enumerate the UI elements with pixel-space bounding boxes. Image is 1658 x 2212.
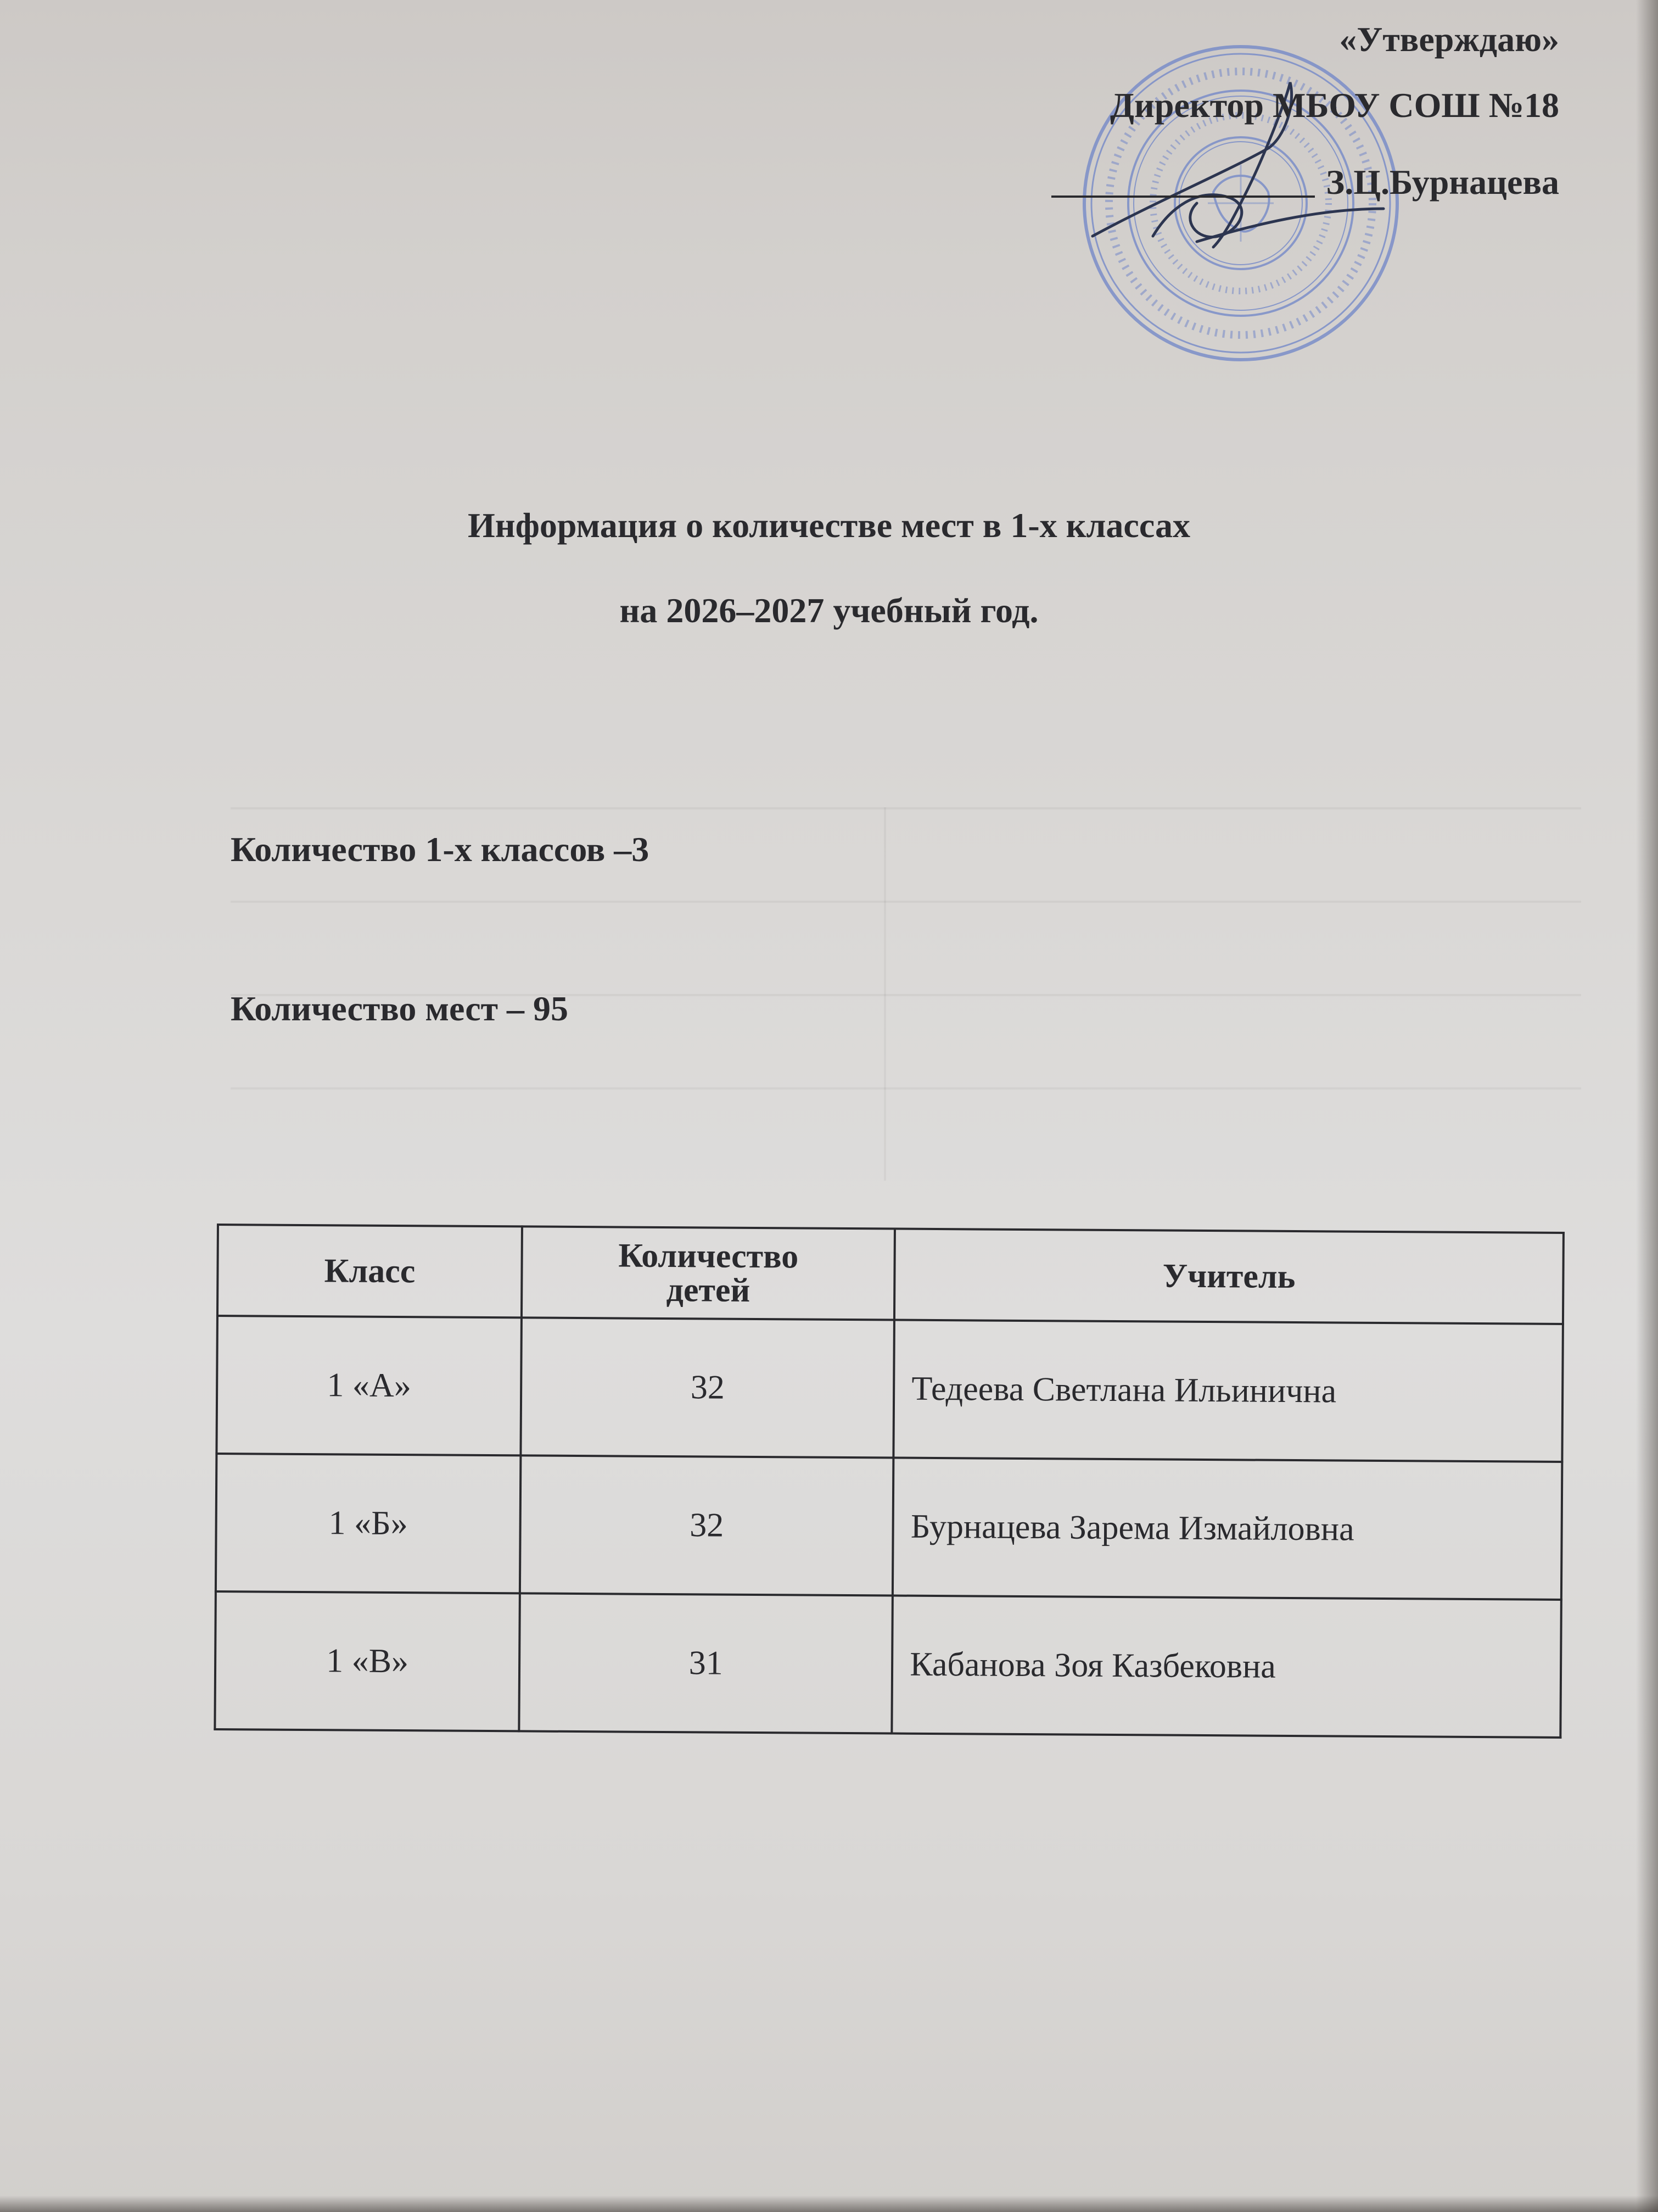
approval-signatory	[845, 165, 1559, 242]
show-through-line	[231, 901, 1581, 903]
document-title-line2: на 2026–2027 учебный год.	[619, 591, 1039, 630]
classes-count: Количество 1-х классов –3	[231, 830, 649, 869]
approval-block	[845, 22, 1559, 242]
show-through-line	[231, 807, 1581, 809]
cell-class: 1 «В»	[215, 1591, 519, 1731]
cell-children: 32	[520, 1455, 894, 1595]
page-edge-shadow	[1636, 0, 1658, 2212]
approval-heading-text: «Утверждаю»	[1339, 20, 1559, 59]
approval-signatory-name: З.Ц.Бурнацева	[1326, 163, 1559, 202]
approval-position	[845, 88, 1559, 165]
table-row	[215, 1591, 1561, 1738]
approval-heading	[845, 22, 1559, 88]
cell-teacher: Бурнацева Зарема Измайловна	[893, 1458, 1562, 1600]
show-through-line	[231, 1087, 1581, 1090]
seats-count: Количество мест – 95	[231, 989, 569, 1028]
cell-class: 1 «Б»	[216, 1454, 520, 1593]
table-row	[216, 1454, 1562, 1600]
header-teacher: Учитель	[894, 1229, 1564, 1324]
cell-teacher: Тедеева Светлана Ильинична	[894, 1320, 1563, 1462]
approval-position-text: Директор МБОУ СОШ №18	[1110, 86, 1559, 125]
cell-children: 31	[519, 1593, 893, 1733]
document-title-line1: Информация о количестве мест в 1-х классах	[467, 506, 1191, 545]
classes-table	[214, 1224, 1565, 1739]
table-header-row	[217, 1225, 1564, 1324]
table-row	[216, 1316, 1562, 1462]
header-children	[522, 1226, 895, 1320]
header-class: Класс	[217, 1225, 522, 1317]
cell-class: 1 «А»	[216, 1316, 521, 1455]
page-bottom-shadow	[0, 2196, 1658, 2212]
cell-teacher: Кабанова Зоя Казбековна	[892, 1596, 1561, 1738]
header-children-text: Количество детей	[618, 1237, 799, 1309]
signature-line	[1051, 165, 1315, 198]
cell-children: 32	[520, 1317, 894, 1457]
